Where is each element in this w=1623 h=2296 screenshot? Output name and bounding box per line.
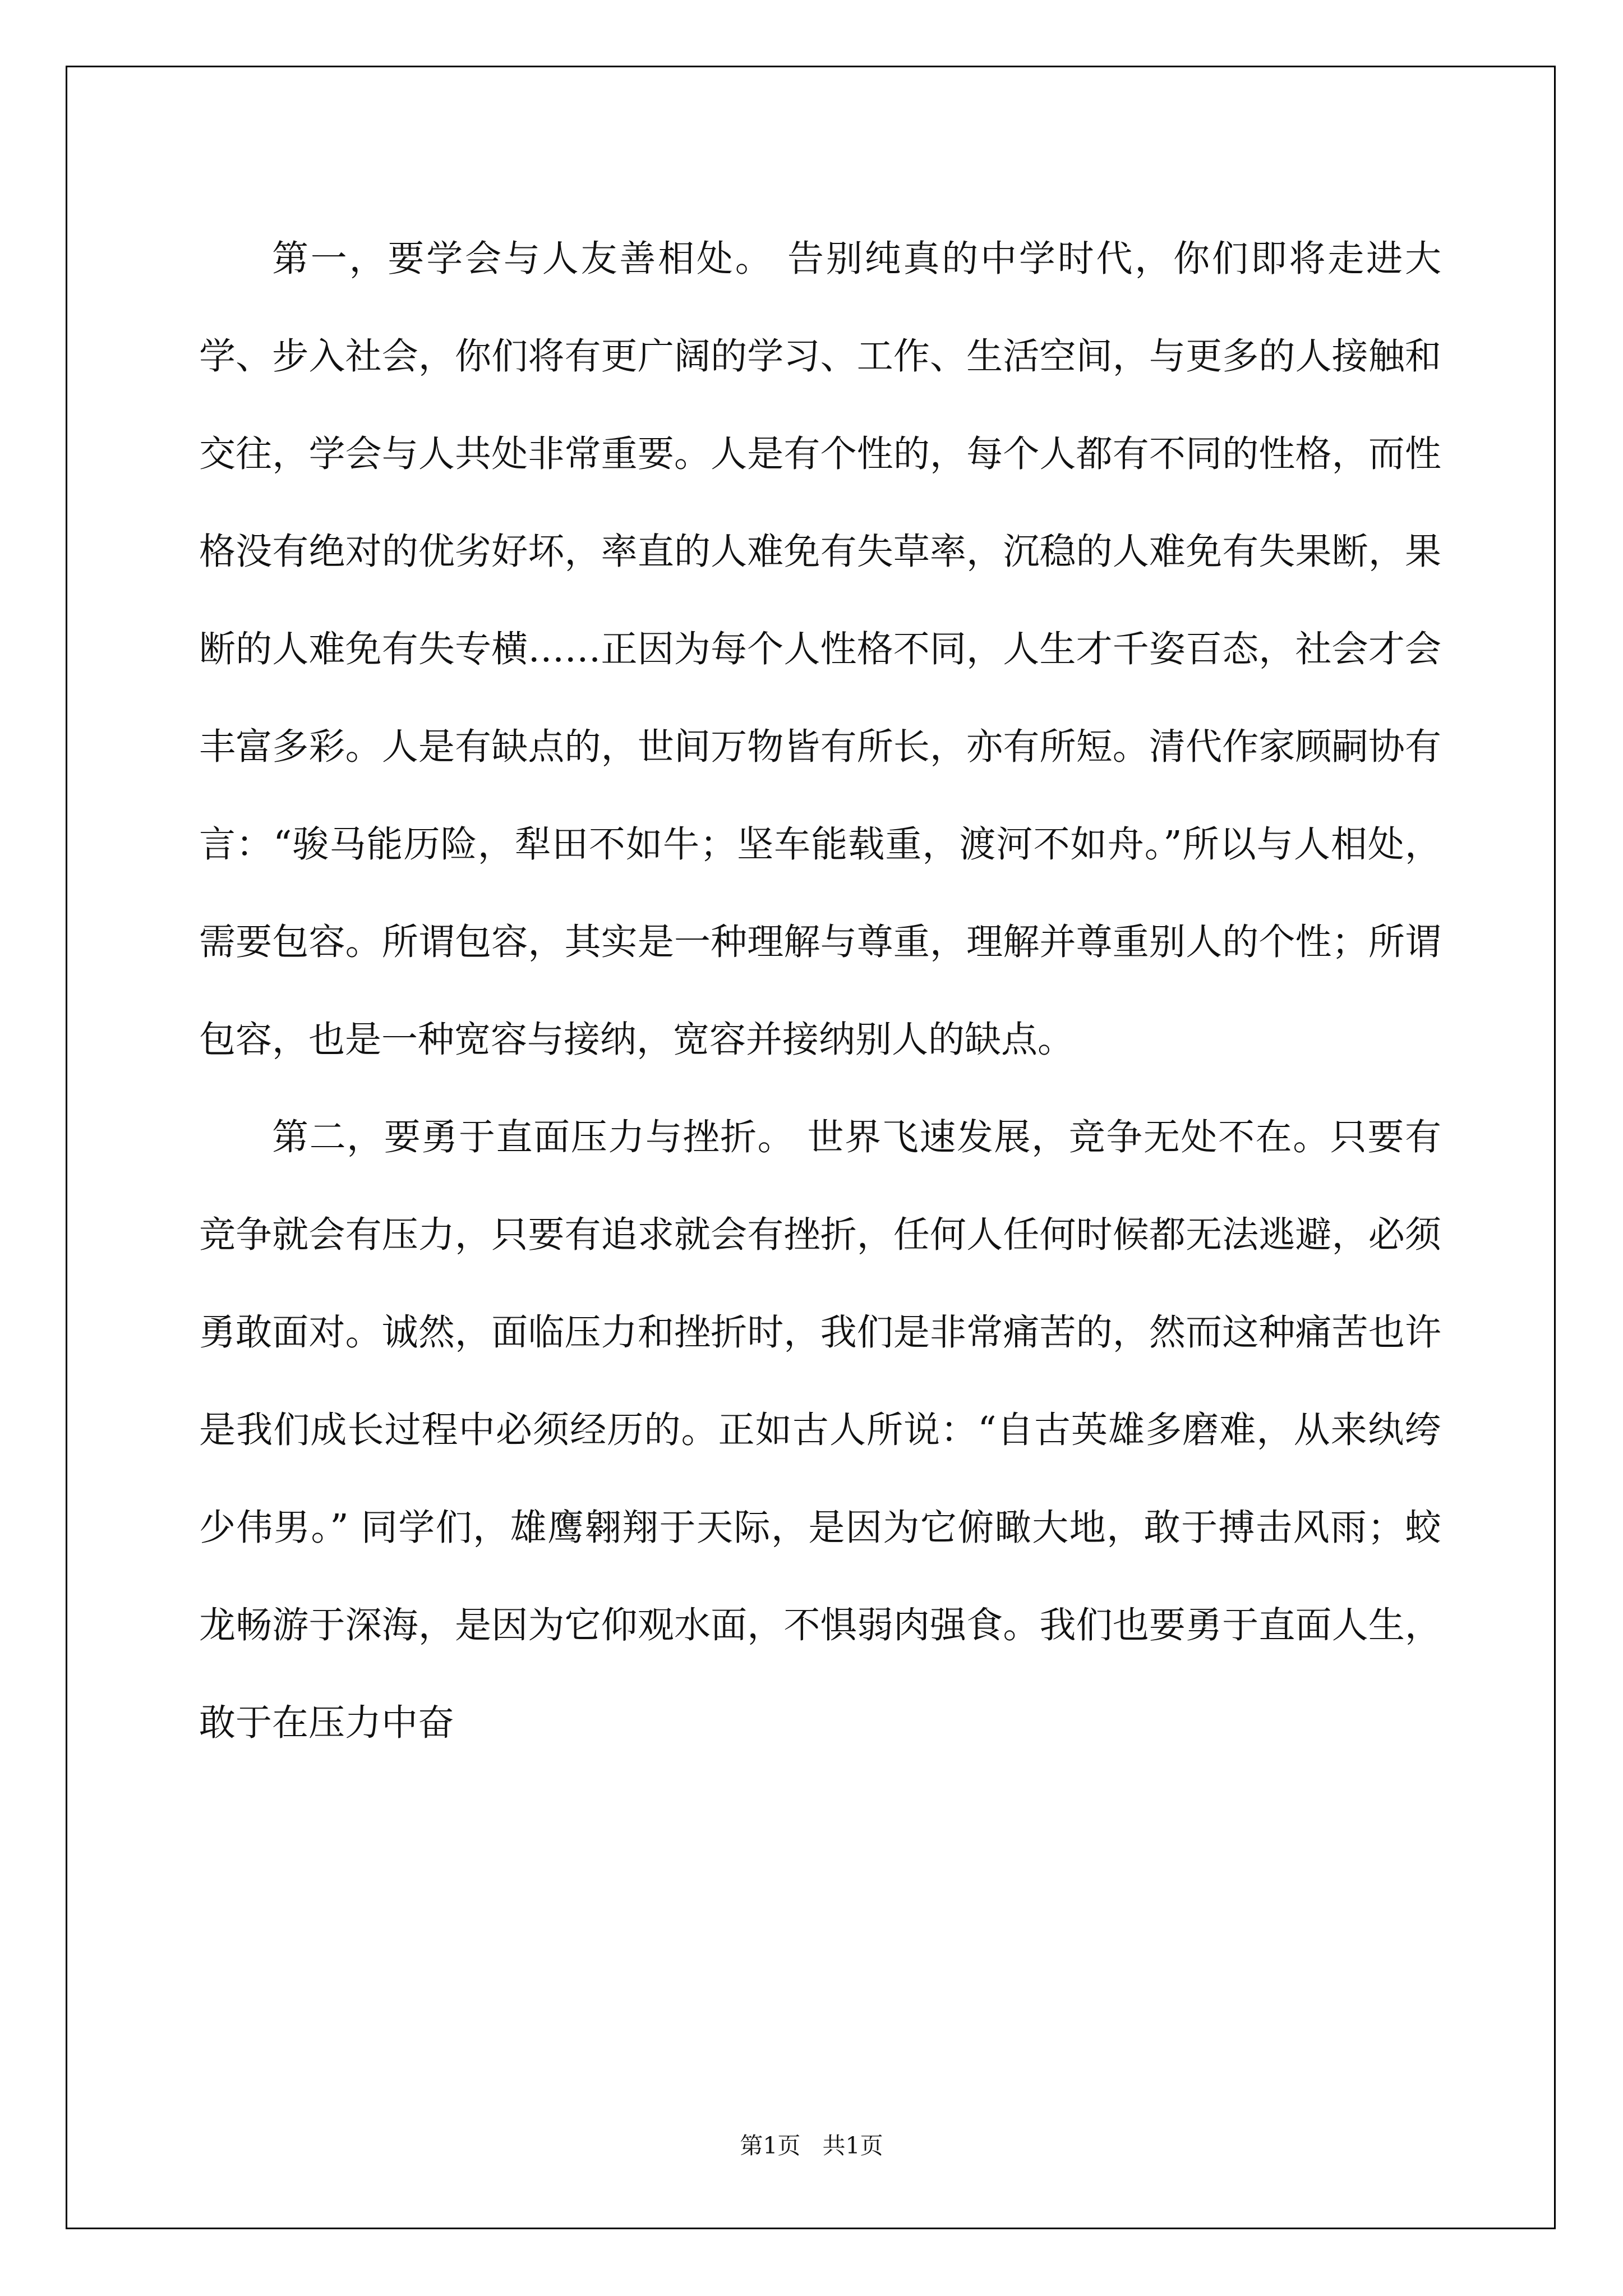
document-body — [199, 210, 1441, 1772]
paragraph-1: 第一，要学会与人友善相处。 告别纯真的中学时代，你们即将走进大学、步入社会，你们将有更广阔的学习、工作、生活空间，与更多的人接触和交往，学会与人共处非常重要。人是有个性的，每个人都有不同的性格，而性格没有绝对的优劣好坏，率直的人难免有失草率，沉稳的人难免有失果断，果断的人难免有失专横……正因为每个人性格不同，人生才千姿百态，社会才会丰富多彩。人是有缺点的，世间万物皆有所长，亦有所短。清代作家顾嗣协有言：“骏马能历险，犁田不如牛；坚车能载重，渡河不如舟。”所以与人相处，需要包容。所谓包容，其实是一种理解与尊重，理解并尊重别人的个性；所谓包容，也是一种宽容与接纳，宽容并接纳别人的缺点。 — [199, 238, 1441, 1061]
page-number: 第1页 — [740, 2132, 801, 2159]
page-total: 共1页 — [822, 2132, 883, 2159]
paragraph-2: 第二，要勇于直面压力与挫折。 世界飞速发展，竞争无处不在。只要有竞争就会有压力，只要有追求就会有挫折，任何人任何时候都无法逃避，必须勇敢面对。诚然，面临压力和挫折时，我们是非常痛苦的，然而这种痛苦也许是我们成长过程中必须经历的。正如古人所说：“自古英雄多磨难，从来纨绔少伟男。” 同学们，雄鹰翱翔于天际，是因为它俯瞰大地，敢于搏击风雨；蛟龙畅游于深海，是因为它仰观水面，不惧弱肉强食。我们也要勇于直面人生，敢于在压力中奋 — [199, 1116, 1441, 1744]
page-footer — [0, 2127, 1623, 2160]
